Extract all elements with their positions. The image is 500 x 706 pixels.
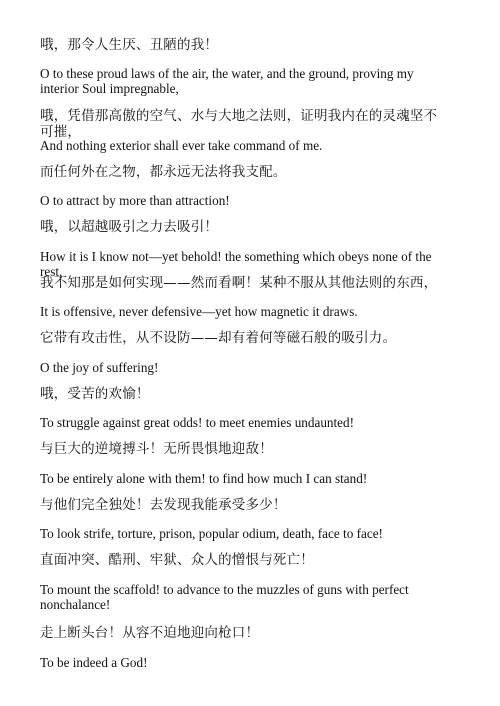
paragraph-en-6: O the joy of suffering! — [40, 360, 159, 375]
paragraph-zh-7: 哦，受苦的欢愉！ — [40, 386, 150, 402]
paragraph-en-2: And nothing exterior shall ever take command of me. — [40, 138, 323, 153]
paragraph-en-9: To look strife, torture, prison, popular odium, death, face to face! — [40, 526, 383, 541]
paragraph-en-10: To mount the scaffold! to advance to the muzzles of guns with perfect nonchalance! — [40, 582, 409, 612]
paragraph-en-4: How it is I know not—yet behold! the something which obeys none of the rest, — [40, 249, 432, 279]
paragraph-en-1: O to these proud laws of the air, the water, and the ground, proving my interior Soul impregnable, — [40, 66, 414, 96]
paragraph-zh-6: 它带有攻击性，从不设防——却有着何等磁石般的吸引力。 — [40, 330, 397, 346]
paragraph-zh-1: 哦，那令人生厌、丑陋的我！ — [40, 37, 219, 53]
paragraph-zh-5: 我不知那是如何实现——然而看啊！某种不服从其他法则的东西， — [40, 275, 438, 291]
paragraph-zh-2: 哦，凭借那高傲的空气、水与大地之法则，证明我内在的灵魂坚不可摧， — [40, 108, 438, 140]
paragraph-zh-3: 而任何外在之物，都永远无法将我支配。 — [40, 164, 287, 180]
paragraph-en-3: O to attract by more than attraction! — [40, 193, 230, 208]
paragraph-zh-8: 与巨大的逆境搏斗！无所畏惧地迎敌！ — [40, 441, 273, 457]
paragraph-zh-11: 走上断头台！从容不迫地迎向枪口！ — [40, 625, 260, 641]
paragraph-en-5: It is offensive, never defensive—yet how magnetic it draws. — [40, 304, 358, 319]
paragraph-zh-4: 哦，以超越吸引之力去吸引！ — [40, 219, 219, 235]
paragraph-en-7: To struggle against great odds! to meet enemies undaunted! — [40, 415, 355, 430]
paragraph-en-11: To be indeed a God! — [40, 655, 148, 670]
paragraph-zh-10: 直面冲突、酷刑、牢狱、众人的憎恨与死亡！ — [40, 552, 314, 568]
paragraph-zh-9: 与他们完全独处！去发现我能承受多少！ — [40, 497, 287, 513]
paragraph-en-8: To be entirely alone with them! to find how much I can stand! — [40, 471, 368, 486]
